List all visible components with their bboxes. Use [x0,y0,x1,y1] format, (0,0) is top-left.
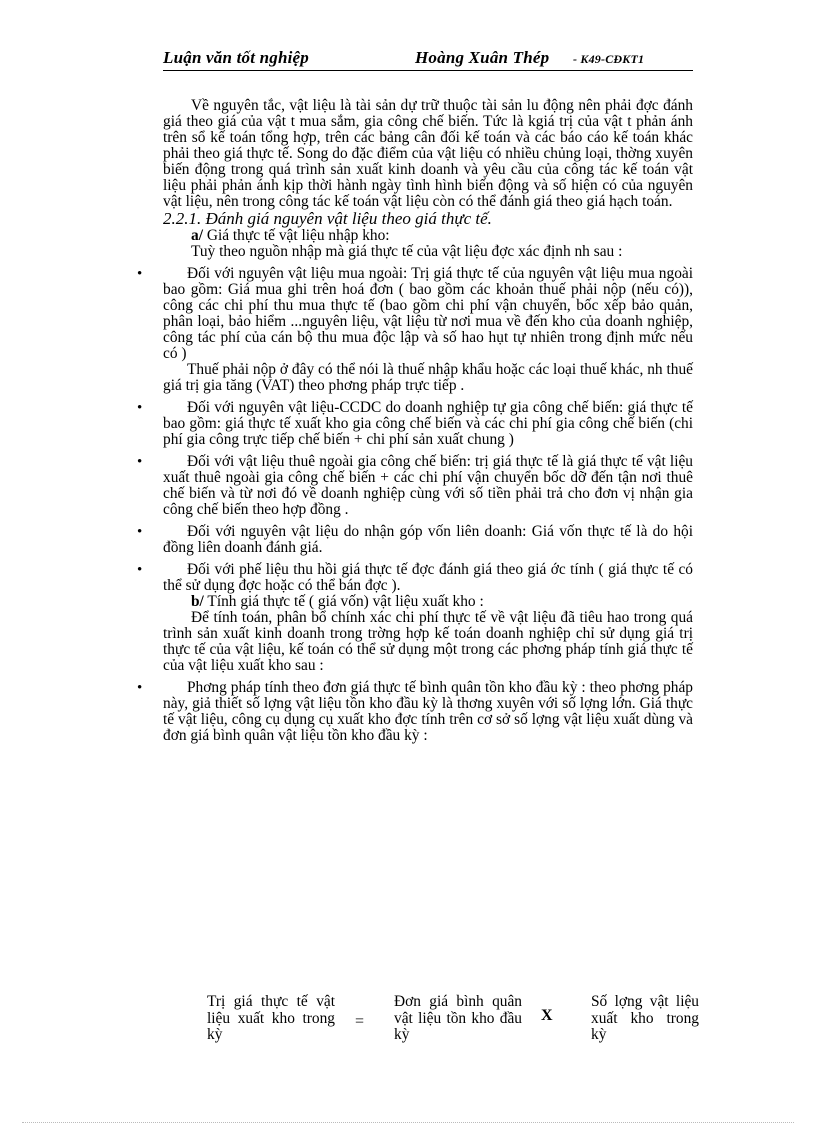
source-paragraph: Tuỳ theo nguồn nhập mà giá thực tế của vật liệu đợc xác định nh sau : [191,243,623,260]
formula-right-term: Số lợng vật liệu xuất kho trong kỳ [591,993,699,1043]
bullet-icon: • [137,680,143,696]
bullet-text-average-method: Phơng pháp tính theo đơn giá thực tế bình quân tồn kho đầu kỳ : theo phơng pháp này, giả thiết số lợng vật liệu tồn kho đầu kỳ là thơng xuyên với số lợng lớn. Giá thực tế vật liệu, công cụ dụng cụ xuất kho đợc tính trên cơ sở số lợng vật liệu xuất dùng và đơn giá bình quân vật liệu tồn kho đầu kỳ : [163,679,693,744]
bullet-item [137,523,693,556]
bullet-text-outsourced: Đối với vật liệu thuê ngoài gia công chế biến: trị giá thực tế là giá thực tế vật liệu xuất thuê ngoài gia công chế biến + các chi phí vận chuyển bốc dỡ đến tận nơi thuê chế biến và từ nơi đó về doanh nghiệp cùng với số tiền phải trả cho đơn vị nhận gia công chế biến theo hợp đồng . [163,453,693,518]
intro-paragraph: Về nguyên tắc, vật liệu là tài sản dự trữ thuộc tài sản lu động nên phải đợc đánh giá theo giá của vật t mua sắm, gia công chế biến. Tức là kgiá trị của vật t phản ánh trên sổ kế toán tổng hợp, trên các bảng cân đối kế toán và các báo cáo kế toán khác phải theo giá thực tế. Song do đặc điểm của vật liệu có nhiều chủng loại, thờng xuyên biến động trong quá trình sản xuất kinh doanh và yêu cầu của công tác kế toán vật liệu phải phản ánh kịp thời hành ngày tình hình biến động và số hiện có của nguyên vật liệu, nên trong công tác kế toán vật liệu còn có thể đánh giá theo giá hạch toán. [163,97,693,210]
bullet-icon: • [137,524,143,540]
bullet-text-scrap: Đối với phế liệu thu hồi giá thực tế đợc đánh giá theo giá ớc tính ( giá thực tế có thể sử dụng đợc hoặc có thể bán đợc ). [163,561,693,594]
subheading-a-label: a/ [191,227,203,244]
subheading-b [191,594,693,610]
subheading-b-label: b/ [191,593,204,610]
bullet-text-joint-venture: Đối với nguyên vật liệu do nhận góp vốn liên doanh: Giá vốn thực tế là do hội đồng liên doanh đánh giá. [163,523,693,556]
bullet-text-purchase: Đối với nguyên vật liệu mua ngoài: Trị giá thực tế của nguyên vật liệu mua ngoài bao gồm: Giá mua ghi trên hoá đơn ( bao gồm các khoản thuế phải nộp (nếu có)), công các chi phí thu mua thực tế (bao gồm chi phí vận chuyển, bốc xếp bảo quản, phân loại, bảo hiểm ...nguyên liệu, vật liệu từ nơi mua về đến kho của doanh nghiệp, công tác phí của cán bộ thu mua độc lập và số hao hụt tự nhiên trong định mức nếu có ) [163,265,693,362]
method-intro-paragraph: Để tính toán, phân bổ chính xác chi phí thực tế về vật liệu đã tiêu hao trong quá trình sản xuất kinh doanh trong trờng hợp kế toán doanh nghiệp chỉ sử dụng giá trị thực tế của vật liệu, kế toán có thể sử dụng một trong các phơng pháp tính giá thực tế của vật liệu xuất kho sau : [163,609,693,674]
bullet-text-self-processing: Đối với nguyên vật liệu-CCDC do doanh nghiệp tự gia công chế biến: giá thực tế bao gồm: giá thực tế xuất kho gia công chế biến và các chi phí gia công chế biến (chi phí gia công trực tiếp chế biến + chi phí sản xuất chung ) [163,399,693,448]
subheading-a [191,228,693,244]
bullet-icon: • [137,266,143,282]
bullet-icon: • [137,400,143,416]
bullet-item [137,399,693,448]
header-class: - K49-CĐKT1 [573,52,645,66]
header-left: Luận văn tốt nghiệp [163,48,309,67]
header-author: Hoàng Xuân Thép [415,48,550,67]
bullet-icon: • [137,454,143,470]
bullet-item [137,453,693,518]
bullet-icon: • [137,562,143,578]
section-heading: 2.2.1. Đánh giá nguyên vật liệu theo giá thực tế. [163,209,492,228]
document-body [137,97,693,744]
bullet-item [137,561,693,594]
formula-middle-term: Đơn giá bình quân vật liệu tồn kho đầu kỳ [394,993,522,1043]
header-rule [163,70,693,71]
formula-left-term: Trị giá thực tế vật liệu xuất kho trong kỳ [207,993,335,1043]
subheading-b-text: Tính giá thực tế ( giá vốn) vật liệu xuất kho : [203,593,484,610]
bullet-item [137,679,693,744]
bullet-item [137,265,693,362]
subheading-a-text: Giá thực tế vật liệu nhập kho: [202,227,390,244]
formula-multiply: X [541,1007,553,1024]
formula [207,994,707,1054]
formula-equals: = [355,1013,365,1030]
page-header [163,48,693,72]
tax-paragraph: Thuế phải nộp ở đây có thể nói là thuế nhập khẩu hoặc các loại thuế khác, nh thuế giá trị gia tăng (VAT) theo phơng pháp trực tiếp . [163,361,693,394]
